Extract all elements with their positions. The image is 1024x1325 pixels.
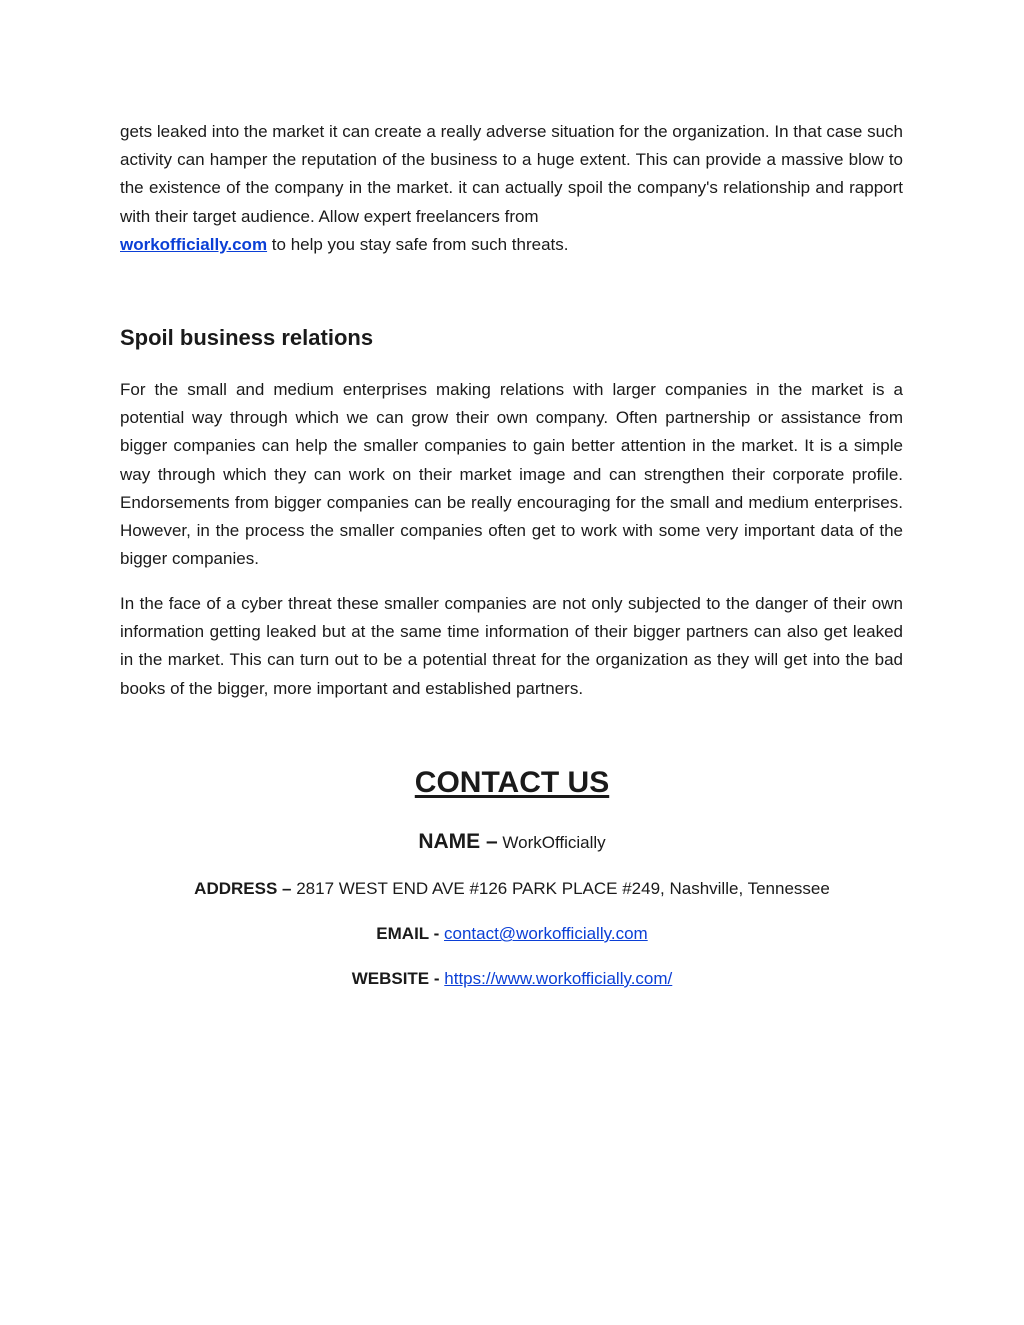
name-value: WorkOfficially <box>502 833 606 852</box>
name-label: NAME – <box>418 830 498 853</box>
contact-title <box>0 766 1024 800</box>
section-paragraph-1: For the small and medium enterprises making relations with larger companies in the market is a potential way through which we can grow their own company. Often partnership or assistance from bigger companies can help the smaller companies to gain better attention in the market. It is a simple way through which they can work on their market image and can strengthen their corporate profile. Endorsements from bigger companies can be really encouraging for the small and medium enterprises. However, in the process the smaller companies often get to work with some very important data of the bigger companies. <box>120 380 903 569</box>
email-link[interactable]: contact@workofficially.com <box>444 924 648 943</box>
section-paragraph-2: In the face of a cyber threat these smaller companies are not only subjected to the danger of their own information getting leaked but at the same time information of their bigger partners can also get leaked in the market. This can turn out to be a potential threat for the organization as they will get into the bad books of the bigger, more important and established partners. <box>120 594 903 698</box>
intro-paragraph <box>120 118 903 259</box>
website-label: WEBSITE - <box>351 969 440 988</box>
address-value: 2817 WEST END AVE #126 PARK PLACE #249, Nashville, Tennessee <box>296 879 830 898</box>
contact-address-line <box>0 879 1024 899</box>
contact-name-line <box>0 830 1024 854</box>
intro-text-end: to help you stay safe from such threats. <box>271 234 569 254</box>
contact-title-text: CONTACT US <box>414 766 610 799</box>
contact-email-line <box>0 924 1024 944</box>
section-heading: Spoil business relations <box>120 325 374 350</box>
email-label: EMAIL - <box>376 924 440 943</box>
intro-block <box>120 118 903 259</box>
intro-text: gets leaked into the market it can create a really adverse situation for the organization. In that case such activity can hamper the reputation of the business to a huge extent. This can provide a massive blow to the existence of the company in the market. it can actually spoil the company's relationship and rapport with their target audience. Allow expert freelancers from <box>120 122 903 226</box>
contact-website-line <box>0 969 1024 989</box>
website-link[interactable]: https://www.workofficially.com/ <box>444 969 673 988</box>
address-label: ADDRESS – <box>194 879 292 898</box>
workofficially-link[interactable]: workofficially.com <box>120 234 268 254</box>
